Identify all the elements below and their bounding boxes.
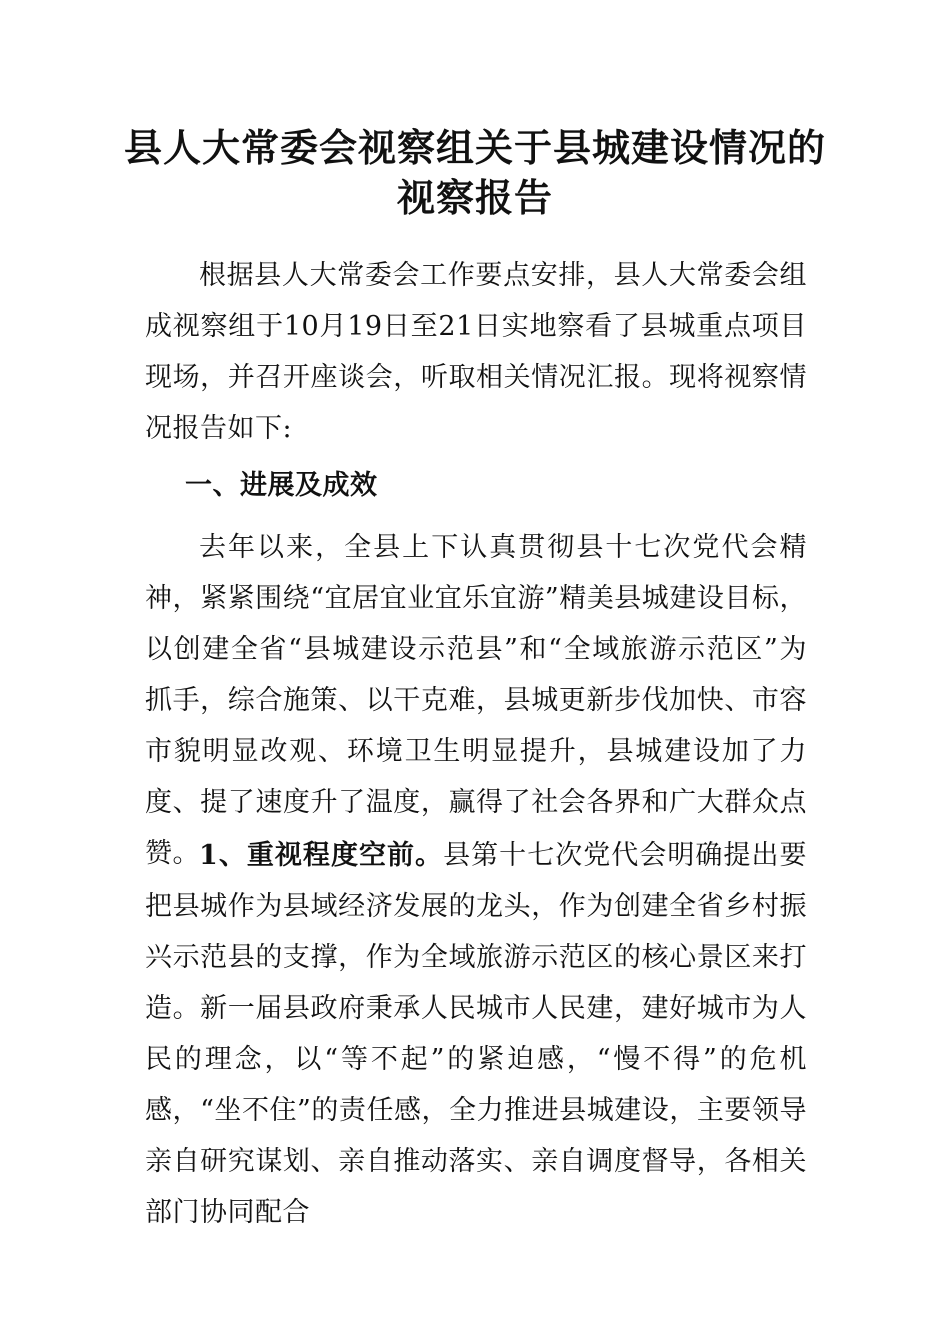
section-1-heading-block — [145, 460, 807, 511]
intro-paragraph: 根据县人大常委会工作要点安排，县人大常委会组成视察组于10月19日至21日实地察看了县城重点项目现场，并召开座谈会，听取相关情况汇报。现将视察情况报告如下: — [145, 260, 807, 444]
document-title-line-2: 视察报告 — [396, 175, 553, 220]
document-title-line-1: 县人大常委会视察组关于县城建设情况的 — [123, 125, 826, 170]
item-1-lead: 1、重视程度空前。 — [199, 840, 444, 871]
section-heading: 一、进展及成效 — [185, 470, 378, 501]
item-1-text: 县第十七次党代会明确提出要把县城作为县域经济发展的龙头，作为创建全省乡村振兴示范县的支撑，作为全域旅游示范区的核心景区来打造。新一届县政府秉承人民城市人民建，建好城市为人民的理念，以“等不起”的紧迫感，“慢不得”的危机感，“坐不住”的责任感，全力推进县城建设，主要领导亲自研究谋划、亲自推动落实、亲自调度督导，各相关部门协同配合 — [145, 840, 807, 1228]
item-1-body — [145, 830, 807, 1238]
section-1-body — [145, 522, 807, 879]
section-1-paragraph: 去年以来，全县上下认真贯彻县十七次党代会精神，紧紧围绕“宜居宜业宜乐宜游”精美县城建设目标，以创建全省“县城建设示范县”和“全域旅游示范区”为抓手，综合施策、以干克难，县城更新步伐加快、市容市貌明显改观、环境卫生明显提升，县城建设加了力度、提了速度升了温度，赢得了社会各界和广大群众点赞。 — [145, 532, 807, 869]
item-1-paragraph — [145, 830, 807, 1238]
intro-section — [145, 250, 807, 454]
